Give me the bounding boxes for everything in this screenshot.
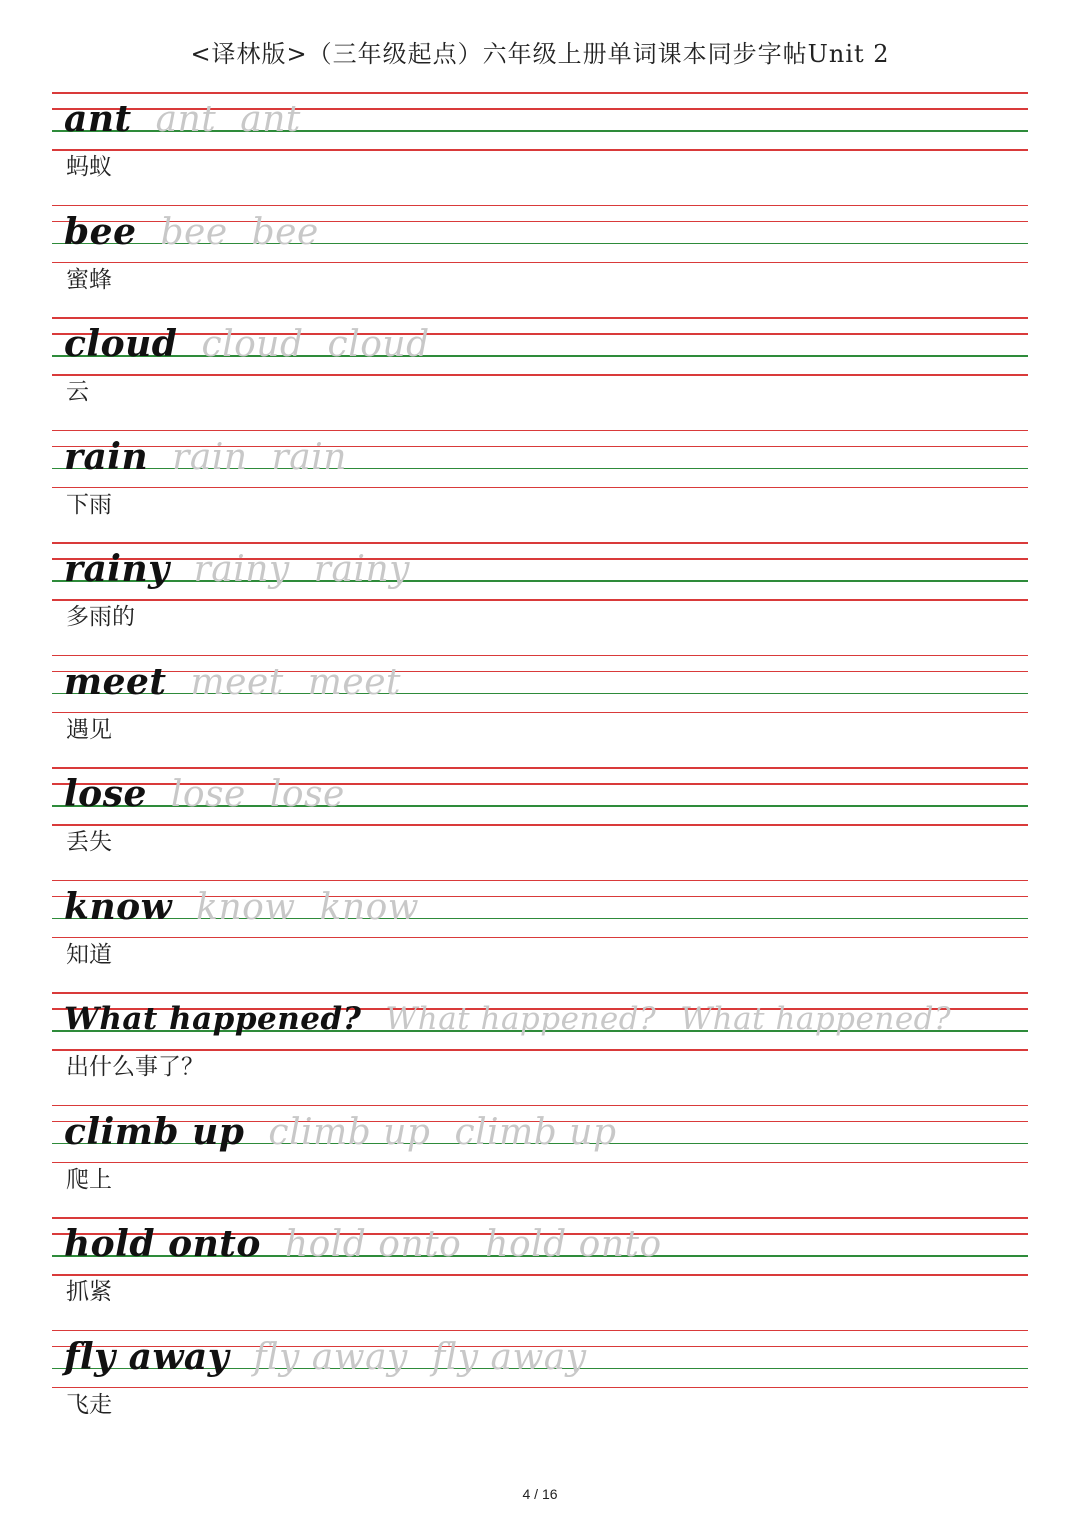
writing-lines [52,655,1028,713]
red-top-line [52,542,1028,544]
red-bottom-line [52,1387,1028,1389]
chinese-meaning: 云 [66,379,89,405]
writing-lines [52,542,1028,600]
trace-word: ant [155,99,217,140]
trace-word: rain [172,436,248,478]
copybook-entry-climb-up [52,1105,1028,1218]
word-group [64,434,347,484]
trace-word: What happened? [680,1001,952,1037]
model-word: What happened? [64,1001,362,1037]
word-group [64,771,345,821]
copybook-entry-fly-away [52,1330,1028,1443]
model-word: lose [64,773,147,815]
writing-lines [52,992,1028,1050]
writing-lines [52,1330,1028,1388]
red-top-line [52,205,1028,207]
trace-word: lose [170,774,246,815]
model-word: rain [64,435,149,478]
word-group [64,884,419,934]
red-top-line [52,1330,1028,1332]
red-top-line [52,430,1028,432]
model-word: cloud [64,323,178,365]
red-top-line [52,992,1028,994]
model-word: hold onto [64,1223,261,1265]
trace-word: hold onto [284,1224,462,1265]
chinese-meaning: 飞走 [66,1391,112,1418]
red-top-line [52,92,1028,94]
trace-word: bee [160,211,228,253]
chinese-meaning: 下雨 [66,491,112,518]
red-top-line [52,767,1028,769]
red-top-line [52,655,1028,657]
chinese-meaning: 蚂蚁 [66,154,112,180]
writing-lines [52,1217,1028,1275]
model-word: fly away [64,1335,230,1378]
trace-word: meet [190,661,284,703]
word-group [64,1109,617,1159]
writing-lines [52,430,1028,488]
word-group [64,1334,587,1384]
red-bottom-line [52,374,1028,376]
trace-word: cloud [201,324,304,365]
red-bottom-line [52,712,1028,714]
copybook-entry-ant [52,92,1028,205]
red-bottom-line [52,149,1028,151]
red-bottom-line [52,937,1028,939]
red-top-line [52,1105,1028,1107]
copybook-entry-meet [52,655,1028,768]
chinese-meaning: 出什么事了？ [66,1054,204,1080]
trace-word: know [196,886,296,928]
copybook-entry-cloud [52,317,1028,430]
word-group [64,1221,662,1271]
trace-word: rainy [313,549,410,590]
trace-word: fly away [431,1336,587,1378]
model-word: climb up [64,1110,245,1153]
model-word: meet [64,660,167,703]
trace-word: climb up [454,1111,617,1153]
trace-word: lose [269,774,345,815]
copybook-entry-rain [52,430,1028,543]
writing-lines [52,880,1028,938]
model-word: rainy [64,548,170,590]
chinese-meaning: 抓紧 [66,1279,112,1305]
chinese-meaning: 爬上 [66,1166,112,1193]
copybook-entry-what-happened [52,992,1028,1105]
trace-word: fly away [253,1336,408,1378]
trace-word: hold onto [485,1224,662,1265]
red-bottom-line [52,824,1028,826]
trace-word: rainy [193,549,290,590]
chinese-meaning: 遇见 [66,716,112,743]
copybook-entry-rainy [52,542,1028,655]
writing-lines [52,317,1028,375]
chinese-meaning: 蜜蜂 [66,266,112,293]
red-bottom-line [52,1162,1028,1164]
writing-lines [52,92,1028,150]
model-word: bee [64,210,137,253]
trace-word: climb up [268,1111,431,1153]
red-bottom-line [52,599,1028,601]
trace-word: ant [240,99,301,140]
word-group [64,996,951,1046]
red-bottom-line [52,1274,1028,1276]
copybook-entry-hold-onto [52,1217,1028,1330]
trace-word: cloud [327,324,430,365]
trace-word: What happened? [385,1001,657,1037]
word-group [64,659,401,709]
word-group [64,96,301,146]
word-group [64,546,410,596]
copybook-entry-bee [52,205,1028,318]
writing-lines [52,767,1028,825]
word-group [64,209,319,259]
page-title: <译林版>（三年级起点）六年级上册单词课本同步字帖Unit 2 [190,40,890,68]
trace-word: know [319,886,420,928]
trace-word: bee [251,211,319,253]
writing-lines [52,205,1028,263]
trace-word: rain [271,436,347,478]
page-number: 4 / 16 [522,1486,558,1502]
chinese-meaning: 知道 [66,941,112,968]
model-word: know [64,885,173,928]
copybook-rows [52,92,1028,1442]
copybook-entry-lose [52,767,1028,880]
chinese-meaning: 丢失 [66,829,112,855]
red-top-line [52,1217,1028,1219]
red-top-line [52,317,1028,319]
red-bottom-line [52,262,1028,264]
model-word: ant [64,98,132,140]
copybook-entry-know [52,880,1028,993]
word-group [64,321,430,371]
chinese-meaning: 多雨的 [66,604,135,630]
trace-word: meet [307,661,401,703]
writing-lines [52,1105,1028,1163]
red-top-line [52,880,1028,882]
red-bottom-line [52,487,1028,489]
red-bottom-line [52,1049,1028,1051]
